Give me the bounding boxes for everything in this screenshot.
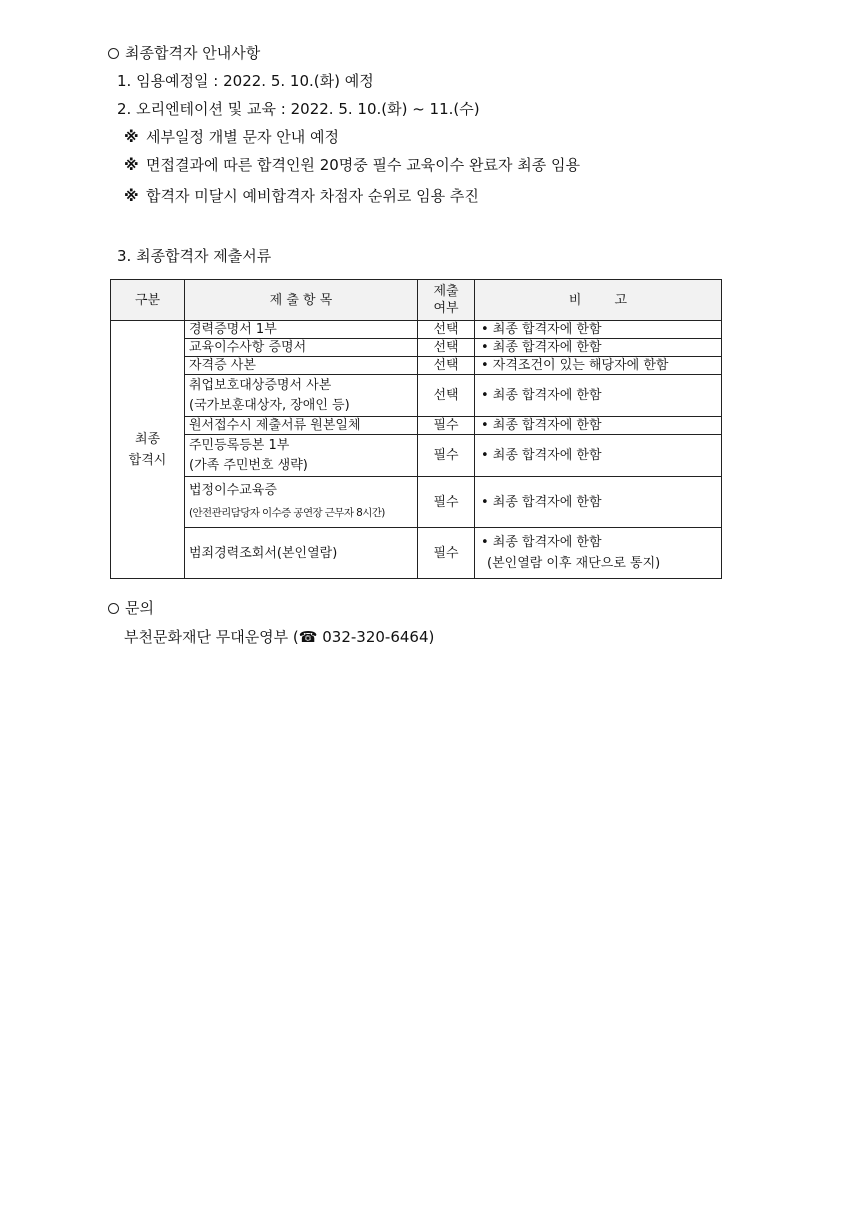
note-text: 합격자 미달시 예비합격자 차점자 순위로 임용 추진 xyxy=(146,187,479,205)
reference-mark-icon: ※ xyxy=(124,187,139,205)
item-cell xyxy=(185,375,418,417)
table-row xyxy=(111,528,722,579)
note-item xyxy=(124,186,479,206)
section-heading-text: 최종합격자 안내사항 xyxy=(125,44,261,62)
category-line2: 합격시 xyxy=(128,452,167,468)
header-remarks: 비 고 xyxy=(475,280,722,321)
required-cell: 필수 xyxy=(418,477,475,528)
category-line1: 최종 xyxy=(134,431,161,447)
item-cell xyxy=(185,477,418,528)
note-text: 세부일정 개별 문자 안내 예정 xyxy=(146,128,339,146)
remark-cell: • 자격조건이 있는 해당자에 한함 xyxy=(475,357,722,375)
item-cell xyxy=(185,435,418,477)
header-required xyxy=(418,280,475,321)
item-text: 주민등록등본 1부 xyxy=(189,438,290,453)
table-row xyxy=(111,435,722,477)
item-subtext: (안전관리담당자 이수증 공연장 근무자 8시간) xyxy=(189,507,385,519)
item-subtext: (국가보훈대상자, 장애인 등) xyxy=(189,398,350,413)
note-item xyxy=(124,155,580,175)
required-cell: 선택 xyxy=(418,321,475,339)
remark-cell: • 최종 합격자에 한함 xyxy=(475,321,722,339)
item-cell: 범죄경력조회서(본인열람) xyxy=(185,528,418,579)
required-cell: 선택 xyxy=(418,375,475,417)
remark-cell xyxy=(475,528,722,579)
reference-mark-icon: ※ xyxy=(124,156,139,174)
contact-heading xyxy=(108,598,154,618)
table-row xyxy=(111,417,722,435)
table-row xyxy=(111,339,722,357)
circle-bullet-icon xyxy=(108,603,119,614)
remark-cell: • 최종 합격자에 한함 xyxy=(475,375,722,417)
required-cell: 필수 xyxy=(418,528,475,579)
required-cell: 선택 xyxy=(418,357,475,375)
required-cell: 필수 xyxy=(418,435,475,477)
remark-text: • 최종 합격자에 한함 xyxy=(481,535,602,550)
appointment-date-line: 1. 임용예정일 : 2022. 5. 10.(화) 예정 xyxy=(117,72,374,90)
item-cell: 자격증 사본 xyxy=(185,357,418,375)
remark-cell: • 최종 합격자에 한함 xyxy=(475,477,722,528)
item-cell: 경력증명서 1부 xyxy=(185,321,418,339)
required-cell: 필수 xyxy=(418,417,475,435)
section-heading-final-notice xyxy=(108,43,260,63)
header-required-line1: 제출 xyxy=(433,284,459,299)
documents-heading: 3. 최종합격자 제출서류 xyxy=(117,247,272,265)
table-row xyxy=(111,477,722,528)
item-subtext: (가족 주민번호 생략) xyxy=(189,458,308,473)
remark-cell: • 최종 합격자에 한함 xyxy=(475,417,722,435)
item-text: 취업보호대상증명서 사본 xyxy=(189,378,332,393)
header-item: 제 출 항 목 xyxy=(185,280,418,321)
reference-mark-icon: ※ xyxy=(124,128,139,146)
item-cell: 교육이수사항 증명서 xyxy=(185,339,418,357)
remark-cell: • 최종 합격자에 한함 xyxy=(475,435,722,477)
header-category: 구분 xyxy=(111,280,185,321)
orientation-line: 2. 오리엔테이션 및 교육 : 2022. 5. 10.(화) ~ 11.(수) xyxy=(117,100,480,118)
remark-cell: • 최종 합격자에 한함 xyxy=(475,339,722,357)
contact-text: 부천문화재단 무대운영부 (☎ 032-320-6464) xyxy=(124,628,435,646)
circle-bullet-icon xyxy=(108,48,119,59)
table-row xyxy=(111,375,722,417)
note-text: 면접결과에 따른 합격인원 20명중 필수 교육이수 완료자 최종 임용 xyxy=(146,156,580,174)
item-text: 법정이수교육증 xyxy=(189,483,277,498)
contact-heading-text: 문의 xyxy=(125,599,154,617)
category-cell xyxy=(111,321,185,579)
table-row xyxy=(111,357,722,375)
required-cell: 선택 xyxy=(418,339,475,357)
table-header-row xyxy=(111,280,722,321)
header-required-line2: 여부 xyxy=(433,301,459,316)
item-cell: 원서접수시 제출서류 원본일체 xyxy=(185,417,418,435)
documents-table xyxy=(110,279,722,579)
note-item xyxy=(124,127,339,147)
remark-subtext: (본인열람 이후 재단으로 통지) xyxy=(487,556,661,571)
table-row xyxy=(111,321,722,339)
